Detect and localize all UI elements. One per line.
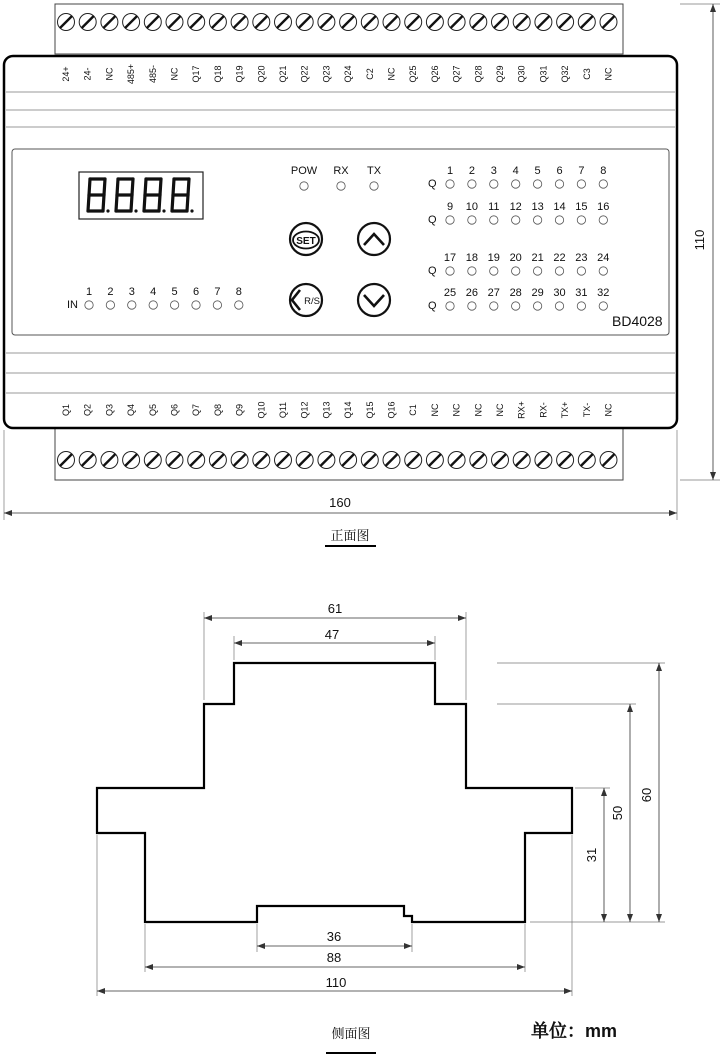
output-number: 9 <box>446 201 454 213</box>
output-number: 18 <box>465 252 479 264</box>
terminal-screw <box>513 14 530 31</box>
status-led-label: TX <box>366 165 382 177</box>
terminal-screw <box>361 452 378 469</box>
output-number: 6 <box>556 165 563 177</box>
output-number: 21 <box>531 252 544 264</box>
output-number: 28 <box>509 287 522 299</box>
terminal-screw <box>166 14 183 31</box>
output-led <box>446 201 454 224</box>
terminal-screw <box>123 14 140 31</box>
terminal-label: Q14 <box>343 401 354 419</box>
output-number: 15 <box>575 201 588 213</box>
height-dimension <box>680 4 720 480</box>
terminal-screw <box>253 14 270 31</box>
output-led <box>553 252 565 275</box>
terminal-screw <box>557 14 574 31</box>
output-led <box>599 165 607 188</box>
terminal-label: NC <box>386 67 397 81</box>
down-button[interactable] <box>358 284 390 316</box>
output-number: 11 <box>488 201 500 213</box>
terminal-screw <box>144 452 161 469</box>
terminal-screw <box>492 14 509 31</box>
output-led <box>444 252 456 275</box>
input-led <box>85 286 93 309</box>
terminal-label: NC <box>603 67 614 81</box>
input-label: IN <box>67 299 78 311</box>
terminal-label: Q24 <box>343 65 354 83</box>
terminal-screw <box>600 452 617 469</box>
dim-47-value: 47 <box>324 627 340 642</box>
terminal-screw <box>492 452 509 469</box>
output-number: 30 <box>553 287 566 299</box>
output-led <box>490 165 498 188</box>
output-number: 32 <box>597 287 610 299</box>
terminal-label: Q7 <box>191 403 202 417</box>
output-number: 12 <box>509 201 522 213</box>
terminal-screw <box>188 452 205 469</box>
terminal-screw <box>426 452 443 469</box>
terminal-screw <box>535 14 552 31</box>
terminal-label: Q20 <box>256 65 267 83</box>
input-led <box>235 286 243 309</box>
side-view-caption: 侧面图 <box>331 1026 371 1041</box>
output-number: 16 <box>597 201 610 213</box>
terminal-label: Q16 <box>386 401 397 419</box>
terminal-screw <box>448 14 465 31</box>
terminal-screw <box>275 452 292 469</box>
input-number: 3 <box>128 286 135 298</box>
output-led <box>466 201 478 224</box>
dim-rail <box>257 924 412 952</box>
output-number: 17 <box>443 252 457 264</box>
output-led <box>466 287 478 310</box>
terminal-screw <box>470 452 487 469</box>
input-number: 7 <box>214 286 221 298</box>
output-number: 14 <box>553 201 566 213</box>
terminal-screw <box>188 14 205 31</box>
terminal-screw <box>296 452 313 469</box>
terminal-label: Q10 <box>256 401 267 419</box>
input-number: 2 <box>107 286 114 298</box>
dim-60-value: 60 <box>639 787 654 803</box>
terminal-label: C2 <box>364 68 375 80</box>
terminal-label: Q1 <box>61 403 71 417</box>
input-led <box>149 286 157 309</box>
output-number: 8 <box>600 165 607 177</box>
terminal-screw <box>79 14 96 31</box>
output-number: 31 <box>575 287 588 299</box>
terminal-label: Q15 <box>364 401 375 419</box>
output-led <box>510 287 522 310</box>
terminal-label: NC <box>495 403 505 417</box>
width-value: 160 <box>329 495 351 510</box>
terminal-label: TX- <box>581 402 592 418</box>
dim-61-value: 61 <box>327 601 343 616</box>
terminal-screw <box>79 452 96 469</box>
q-row-label: Q <box>428 300 437 312</box>
dim-110-value: 110 <box>325 975 347 990</box>
terminal-label: Q2 <box>82 403 93 417</box>
output-number: 10 <box>465 201 479 213</box>
output-number: 23 <box>575 252 588 264</box>
output-led <box>531 201 543 224</box>
rs-button-label: R/S <box>304 296 320 307</box>
dim-36-value: 36 <box>326 929 342 944</box>
output-led <box>488 201 499 224</box>
terminal-screw <box>231 14 248 31</box>
output-number: 26 <box>465 287 479 299</box>
output-led <box>466 252 478 275</box>
output-number: 7 <box>578 165 585 177</box>
terminal-screw <box>123 452 140 469</box>
terminal-label: C1 <box>408 404 419 416</box>
output-number: 22 <box>553 252 566 264</box>
q-row-label: Q <box>428 214 437 226</box>
output-number: 27 <box>487 287 500 299</box>
output-led <box>512 165 520 188</box>
terminal-label: RX- <box>538 402 549 418</box>
output-led <box>510 201 522 224</box>
terminal-label: 24+ <box>61 66 71 82</box>
terminal-label: NC <box>451 403 462 417</box>
front-view-caption: 正面图 <box>330 528 370 543</box>
output-number: 1 <box>446 165 454 177</box>
output-led <box>555 165 563 188</box>
q-row-label: Q <box>428 265 437 277</box>
output-led <box>446 165 454 188</box>
terminal-label: Q22 <box>299 65 310 83</box>
terminal-label: Q29 <box>495 65 505 83</box>
q-row-label: Q <box>428 178 437 190</box>
output-led <box>553 287 565 310</box>
terminal-label: Q5 <box>147 403 158 417</box>
terminal-label: Q9 <box>234 403 245 417</box>
set-button-label: SET <box>296 236 316 247</box>
terminal-screw <box>101 14 118 31</box>
terminal-screw <box>58 452 75 469</box>
output-led <box>488 252 500 275</box>
terminal-label: Q11 <box>278 401 288 419</box>
output-number: 19 <box>487 252 500 264</box>
output-led <box>597 252 609 275</box>
terminal-screw <box>58 14 75 31</box>
terminal-label: Q31 <box>538 65 549 83</box>
input-number: 5 <box>171 286 178 298</box>
side-profile-outline <box>97 663 572 922</box>
input-number: 1 <box>85 286 93 298</box>
output-led <box>575 287 587 310</box>
input-led <box>106 286 114 309</box>
terminal-label: NC <box>429 403 440 417</box>
terminal-screw <box>209 452 226 469</box>
dim-top-inner <box>234 627 435 660</box>
terminal-label: 485+ <box>126 63 137 85</box>
terminal-label: Q21 <box>278 65 288 83</box>
terminal-label: Q30 <box>516 65 527 83</box>
terminal-screw <box>231 452 248 469</box>
input-number: 4 <box>150 286 157 298</box>
terminal-screw <box>383 14 400 31</box>
terminal-screw <box>535 452 552 469</box>
terminal-screw <box>340 452 357 469</box>
output-number: 5 <box>534 165 541 177</box>
terminal-label: Q28 <box>473 65 484 83</box>
terminal-label: 24- <box>82 67 93 81</box>
dim-88-value: 88 <box>326 950 342 965</box>
terminal-label: 485- <box>147 64 158 84</box>
terminal-label: Q6 <box>169 403 180 417</box>
terminal-label: RX+ <box>516 401 527 419</box>
terminal-label: Q27 <box>451 65 462 83</box>
output-led <box>577 165 585 188</box>
terminal-screw <box>557 452 574 469</box>
output-led <box>468 165 476 188</box>
terminal-label: Q23 <box>321 65 332 83</box>
output-number: 2 <box>468 165 475 177</box>
terminal-label: TX+ <box>560 401 571 419</box>
terminal-screw <box>209 14 226 31</box>
model-label: BD4028 <box>612 313 663 329</box>
terminal-label: Q26 <box>429 65 440 83</box>
output-led <box>531 287 543 310</box>
output-led <box>488 287 500 310</box>
terminal-screw <box>383 452 400 469</box>
rs-button[interactable] <box>290 284 322 316</box>
output-led <box>597 287 609 310</box>
terminal-screw <box>166 452 183 469</box>
input-led <box>192 286 200 309</box>
output-led <box>531 252 543 275</box>
terminal-label: Q13 <box>321 401 332 419</box>
output-led <box>553 201 565 224</box>
output-led <box>575 252 587 275</box>
terminal-screw <box>340 14 357 31</box>
output-led <box>444 287 456 310</box>
input-led <box>213 286 221 309</box>
terminal-screw <box>318 452 335 469</box>
dim-31-value: 31 <box>584 847 599 863</box>
terminal-label: NC <box>603 403 614 417</box>
terminal-screw <box>253 452 270 469</box>
terminal-screw <box>405 452 422 469</box>
set-button[interactable] <box>290 223 322 255</box>
terminal-label: Q12 <box>299 401 310 419</box>
terminal-label: Q25 <box>408 65 419 83</box>
output-number: 13 <box>531 201 544 213</box>
terminal-screw <box>426 14 443 31</box>
terminal-screw <box>578 452 595 469</box>
output-number: 4 <box>512 165 519 177</box>
terminal-label: Q17 <box>191 65 202 83</box>
output-led <box>533 165 541 188</box>
terminal-label: Q4 <box>126 403 137 417</box>
input-led <box>170 286 178 309</box>
output-number: 24 <box>597 252 610 264</box>
terminal-label: NC <box>104 67 115 81</box>
terminal-screw <box>578 14 595 31</box>
output-led <box>510 252 522 275</box>
terminal-screw <box>600 14 617 31</box>
terminal-screw <box>275 14 292 31</box>
output-led <box>597 201 609 224</box>
terminal-screw <box>361 14 378 31</box>
input-led <box>128 286 136 309</box>
terminal-label: Q19 <box>234 65 245 83</box>
status-led-label: POW <box>290 165 318 177</box>
terminal-label: C3 <box>581 68 592 80</box>
terminal-label: Q8 <box>212 403 223 417</box>
terminal-label: Q3 <box>104 403 115 417</box>
terminal-screw <box>144 14 161 31</box>
up-button[interactable] <box>358 223 390 255</box>
status-led-label: RX <box>333 165 349 177</box>
input-number: 8 <box>235 286 242 298</box>
terminal-screw <box>405 14 422 31</box>
terminal-label: NC <box>473 403 484 417</box>
height-value: 110 <box>692 229 707 251</box>
unit-label: 单位：mm <box>531 1021 618 1041</box>
terminal-label: Q18 <box>212 65 223 83</box>
output-number: 3 <box>490 165 497 177</box>
output-number: 25 <box>443 287 457 299</box>
output-led <box>575 201 587 224</box>
output-number: 20 <box>509 252 522 264</box>
dim-50-value: 50 <box>610 805 625 821</box>
terminal-screw <box>513 452 530 469</box>
terminal-screw <box>448 452 465 469</box>
input-number: 6 <box>192 286 200 298</box>
terminal-screw <box>470 14 487 31</box>
terminal-screw <box>101 452 118 469</box>
terminal-label: NC <box>169 67 180 81</box>
terminal-screw <box>318 14 335 31</box>
output-number: 29 <box>531 287 544 299</box>
terminal-label: Q32 <box>560 65 571 83</box>
terminal-screw <box>296 14 313 31</box>
